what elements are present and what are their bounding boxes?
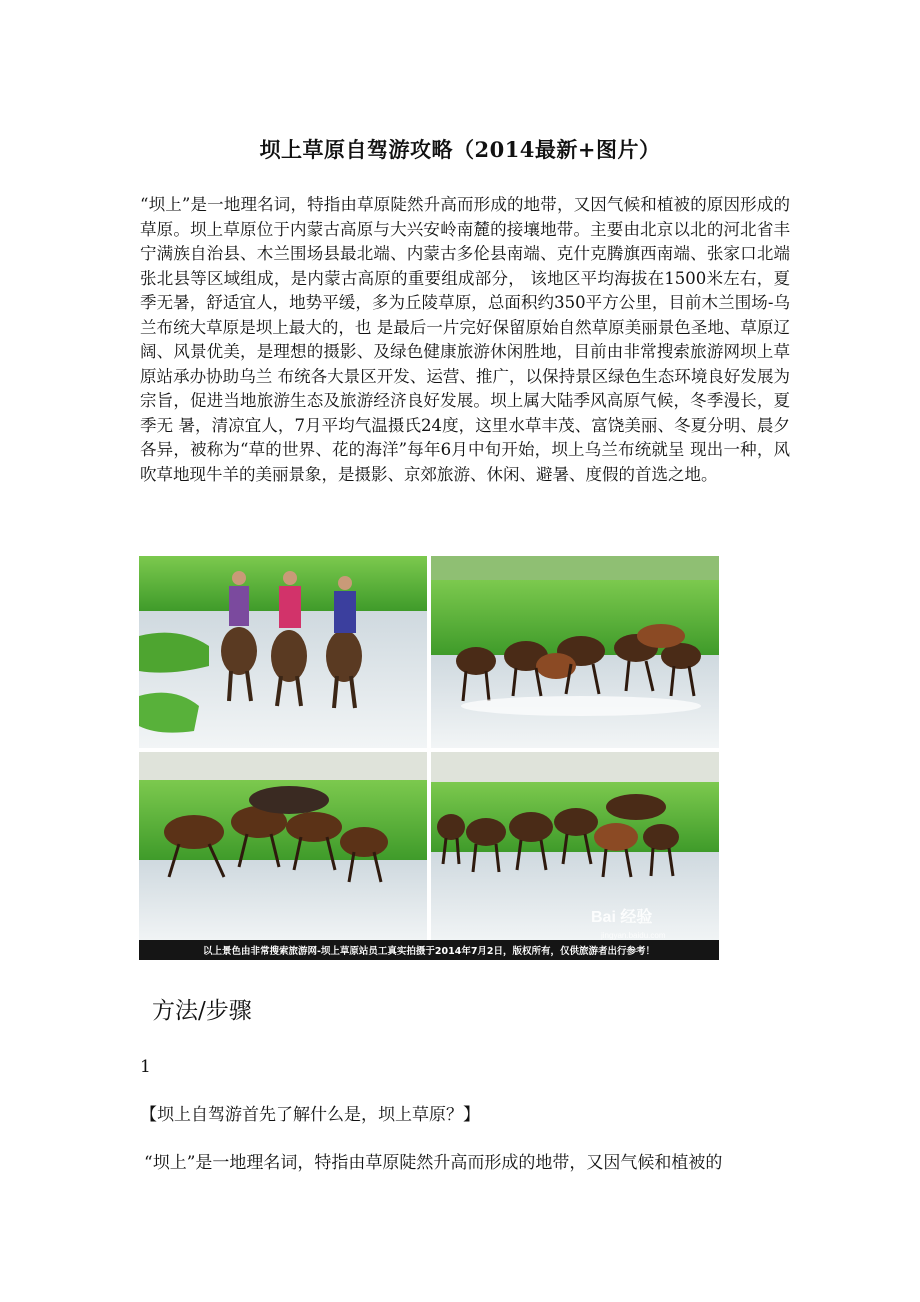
section-heading: 方法/步骤 xyxy=(152,998,252,1024)
horses-photo-collage xyxy=(139,556,719,960)
watermark-url: jingyan.baidu.com xyxy=(601,931,666,940)
photo-panel-riders xyxy=(139,556,427,748)
page-title: 坝上草原自驾游攻略（2014最新+图片） xyxy=(259,137,661,162)
photo-panel-herd-2 xyxy=(139,752,427,944)
step-number: 1 xyxy=(140,1057,151,1077)
step-subtitle: 【坝上自驾游首先了解什么是，坝上草原？】 xyxy=(140,1105,480,1125)
watermark-text: Bai 经验 xyxy=(591,909,653,926)
step-paragraph: “坝上”是一地理名词，特指由草原陡然升高而形成的地带，又因气候和植被的 xyxy=(144,1153,723,1173)
photo-panel-herd-3 xyxy=(431,752,719,944)
photo-panel-herd-1 xyxy=(431,556,719,748)
photo-caption: 以上景色由非常搜索旅游网-坝上草原站员工真实拍摄于2014年7月2日，版权所有，仅供旅游者出行参考！ xyxy=(202,946,656,957)
intro-paragraph: “坝上”是一地理名词，特指由草原陡然升高而形成的地带，又因气候和植被的原因形成的草原。坝上草原位于内蒙古高原与大兴安岭南麓的接壤地带。主要由北京以北的河北省丰宁满族自治县、木兰围场县最北端、内蒙古多伦县南端、克什克腾旗西南端、张家口北端张北县等区域组成，是内蒙古高原的重要组成部分， 该地区平均海拔在1500米左右，夏季无暑，舒适宜人，地势平缓，多为丘陵草原，总面积约350平方公里，目前木兰围场-乌兰布统大草原是坝上最大的，也 是最后一片完好保留原始自然草原美丽景色圣地、草原辽阔、风景优美，是理想的摄影、及绿色健康旅游休闲胜地，目前由非常搜索旅游网坝上草原站承办协助乌兰 布统各大景区开发、运营、推广，以保持景区绿色生态环境良好发展为宗旨，促进当地旅游生态及旅游经济良好发展。坝上属大陆季风高原气候，冬季漫长，夏季无 暑，清凉宜人，7月平均气温摄氏24度，这里水草丰茂、富饶美丽、冬夏分明、晨夕各异，被称为“草的世界、花的海洋”每年6月中旬开始，坝上乌兰布统就呈 现出一种，风吹草地现牛羊的美丽景象，是摄影、京郊旅游、休闲、避暑、度假的首选之地。 xyxy=(140,195,790,484)
